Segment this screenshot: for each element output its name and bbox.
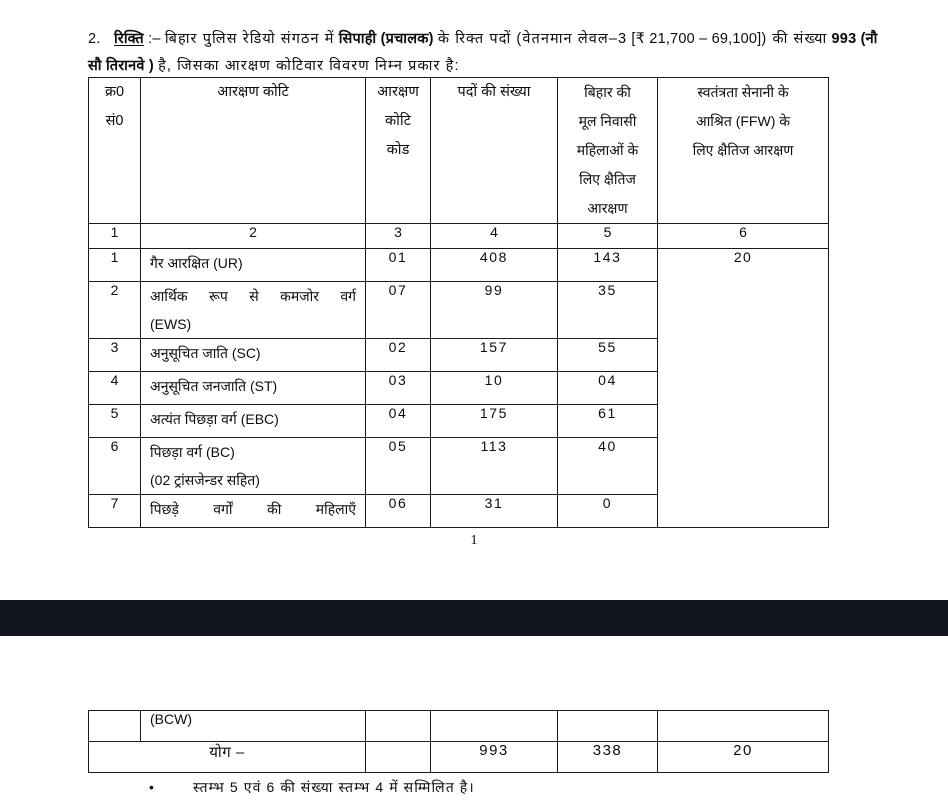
row-category: अनुसूचित जनजाति (ST) — [141, 372, 366, 405]
header-serial-line-1: क्र0 — [104, 84, 125, 100]
header-serial-line-2: सं0 — [105, 113, 124, 129]
cont-women — [558, 711, 658, 742]
row-women-reservation: 55 — [558, 339, 658, 372]
header-col6-line-3: लिए क्षैतिज आरक्षण — [692, 142, 794, 158]
row-posts: 408 — [431, 249, 558, 282]
cont-serial — [89, 711, 141, 742]
intro-vacancy-count: 993 — [831, 30, 857, 47]
table-row-continuation — [89, 711, 829, 742]
intro-vacancy-count-words: (नौ सौ तिरानवे ) — [88, 30, 878, 74]
total-code — [366, 742, 431, 773]
header-col5-line-1: बिहार की — [584, 84, 631, 100]
footnote-text: स्तम्भ 5 एवं 6 की संख्या स्तम्भ 4 में सम्मिलित है। — [193, 779, 475, 795]
row-posts: 113 — [431, 438, 558, 495]
row-serial: 7 — [89, 495, 141, 528]
intro-keyword: रिक्ति — [114, 30, 144, 47]
row-category — [141, 282, 366, 339]
cont-ffw — [658, 711, 829, 742]
header-ffw-reservation — [658, 78, 829, 224]
intro-line1-b: के रिक्त पदों (वेतनमान लेवल–3 — [437, 30, 628, 47]
column-number-1: 1 — [89, 224, 141, 249]
header-bihar-women-reservation — [558, 78, 658, 224]
page-number: 1 — [470, 533, 478, 548]
header-post-count-label: पदों की संख्या — [457, 84, 531, 100]
total-posts: 993 — [431, 742, 558, 773]
table-row — [89, 249, 829, 282]
header-col5-line-3: महिलाओं के — [576, 142, 639, 158]
row-posts: 31 — [431, 495, 558, 528]
row-serial: 1 — [89, 249, 141, 282]
row-code: 04 — [366, 405, 431, 438]
reservation-table-continued — [88, 710, 829, 773]
row-category-line-1: पिछड़ा वर्ग (BC) — [150, 444, 235, 460]
intro-pay-scale-start: [₹ 21,700 — [631, 30, 695, 47]
header-post-count — [431, 78, 558, 224]
table-header-row — [89, 78, 829, 224]
column-number-5: 5 — [558, 224, 658, 249]
intro-line2-b: है, जिसका आरक्षण कोटिवार विवरण निम्न प्रकार है: — [158, 57, 460, 74]
row-code: 01 — [366, 249, 431, 282]
header-col6-line-2: आश्रित (FFW) के — [696, 113, 790, 129]
cont-code — [366, 711, 431, 742]
row-women-reservation: 0 — [558, 495, 658, 528]
row-posts: 157 — [431, 339, 558, 372]
intro-pay-scale-end: – 69,100] — [699, 30, 762, 47]
row-code: 02 — [366, 339, 431, 372]
row-serial: 4 — [89, 372, 141, 405]
row-code: 06 — [366, 495, 431, 528]
row-women-reservation: 40 — [558, 438, 658, 495]
header-code-line-1: आरक्षण — [377, 84, 419, 100]
intro-dash: :– — [148, 30, 161, 47]
intro-paragraph — [88, 26, 888, 80]
column-number-4: 4 — [431, 224, 558, 249]
ffw-merged-value: 20 — [658, 249, 829, 528]
row-code: 05 — [366, 438, 431, 495]
total-label: योग – — [89, 742, 366, 773]
reservation-table — [88, 77, 829, 528]
row-women-reservation: 61 — [558, 405, 658, 438]
row-serial: 2 — [89, 282, 141, 339]
footnote — [149, 778, 475, 797]
intro-post-name: सिपाही (प्रचालक) — [338, 30, 434, 47]
header-col6-line-1: स्वतंत्रता सेनानी के — [697, 84, 789, 100]
row-posts: 10 — [431, 372, 558, 405]
row-category: गैर आरक्षित (UR) — [141, 249, 366, 282]
row-serial: 6 — [89, 438, 141, 495]
document-page-2 — [0, 636, 948, 802]
intro-line1-a: बिहार पुलिस रेडियो संगठन में — [164, 30, 335, 47]
intro-line2-a: ) की संख्या — [761, 30, 828, 47]
total-ffw: 20 — [658, 742, 829, 773]
row-category: अनुसूचित जाति (SC) — [141, 339, 366, 372]
header-col5-line-4: लिए क्षैतिज — [579, 171, 636, 187]
row-serial: 5 — [89, 405, 141, 438]
row-women-reservation: 35 — [558, 282, 658, 339]
row-serial: 3 — [89, 339, 141, 372]
header-category-code — [366, 78, 431, 224]
page-separator-band — [0, 600, 948, 636]
header-col5-line-2: मूल निवासी — [578, 113, 637, 129]
row-category-line-1: आर्थिक रूप से कमजोर वर्ग — [150, 288, 356, 304]
paragraph-number: 2. — [88, 30, 101, 47]
row-category: पिछड़े वर्गों की महिलाएँ — [141, 495, 366, 528]
column-number-3: 3 — [366, 224, 431, 249]
header-col5-line-5: आरक्षण — [587, 200, 628, 216]
row-category-line-2: (EWS) — [150, 316, 192, 332]
header-code-line-3: कोड — [386, 142, 410, 158]
row-category — [141, 438, 366, 495]
bullet-icon: • — [149, 779, 155, 795]
header-category-label: आरक्षण कोटि — [217, 84, 289, 100]
row-code: 03 — [366, 372, 431, 405]
row-posts: 175 — [431, 405, 558, 438]
row-women-reservation: 143 — [558, 249, 658, 282]
header-code-line-2: कोटि — [385, 113, 411, 129]
total-women: 338 — [558, 742, 658, 773]
row-women-reservation: 04 — [558, 372, 658, 405]
cont-posts — [431, 711, 558, 742]
column-number-2: 2 — [141, 224, 366, 249]
header-serial — [89, 78, 141, 224]
row-category: अत्यंत पिछड़ा वर्ग (EBC) — [141, 405, 366, 438]
cont-category: (BCW) — [141, 711, 366, 742]
column-number-row — [89, 224, 829, 249]
table-total-row — [89, 742, 829, 773]
row-category-line-2: (02 ट्रांसजेन्डर सहित) — [150, 472, 260, 488]
row-code: 07 — [366, 282, 431, 339]
column-number-6: 6 — [658, 224, 829, 249]
row-posts: 99 — [431, 282, 558, 339]
header-category — [141, 78, 366, 224]
